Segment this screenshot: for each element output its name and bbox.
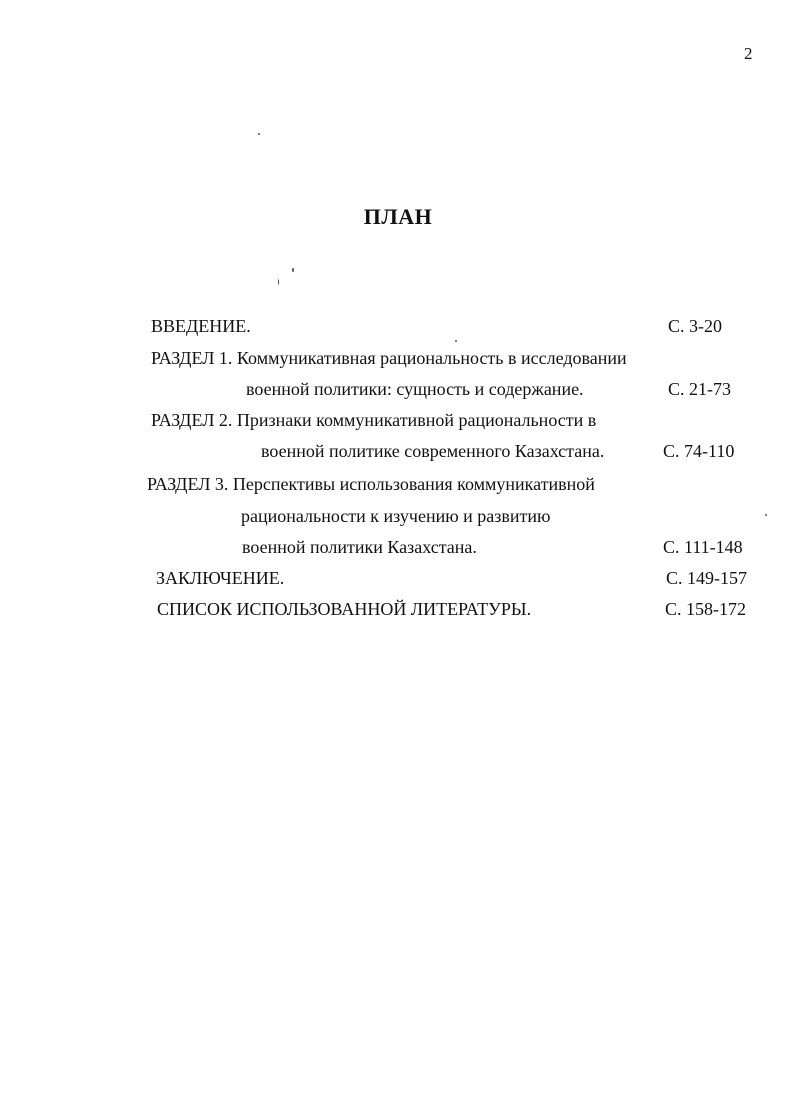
toc-section3-pages: С. 111-148 — [663, 537, 743, 557]
toc-section3-line3: военной политики Казахстана. — [242, 537, 477, 557]
scan-speck — [455, 340, 457, 342]
toc-section1-line2: военной политики: сущность и содержание. — [246, 379, 584, 399]
toc-section2-line1: РАЗДЕЛ 2. Признаки коммуникативной рациональности в — [151, 410, 597, 430]
scan-speck — [292, 268, 294, 272]
toc-intro-label: ВВЕДЕНИЕ. — [151, 316, 251, 336]
toc-conclusion-label: ЗАКЛЮЧЕНИЕ. — [156, 568, 285, 588]
scan-speck — [278, 279, 279, 285]
toc-section1-line1: РАЗДЕЛ 1. Коммуникативная рациональность в исследовании — [151, 348, 627, 368]
page-number: 2 — [744, 44, 753, 63]
toc-section1-pages: С. 21-73 — [668, 379, 731, 399]
toc-section3-line1: РАЗДЕЛ 3. Перспективы использования коммуникативной — [147, 474, 595, 494]
toc-references-pages: С. 158-172 — [665, 599, 746, 619]
toc-intro-pages: С. 3-20 — [668, 316, 722, 336]
toc-section2-line2: военной политике современного Казахстана. — [261, 441, 605, 461]
toc-section2-pages: С. 74-110 — [663, 441, 735, 461]
scan-speck — [765, 514, 767, 516]
toc-section3-line2: рациональности к изучению и развитию — [241, 506, 551, 526]
toc-conclusion-pages: С. 149-157 — [666, 568, 747, 588]
page-title: ПЛАН — [363, 204, 433, 229]
scan-speck — [258, 133, 260, 135]
toc-references-label: СПИСОК ИСПОЛЬЗОВАННОЙ ЛИТЕРАТУРЫ. — [157, 599, 532, 619]
